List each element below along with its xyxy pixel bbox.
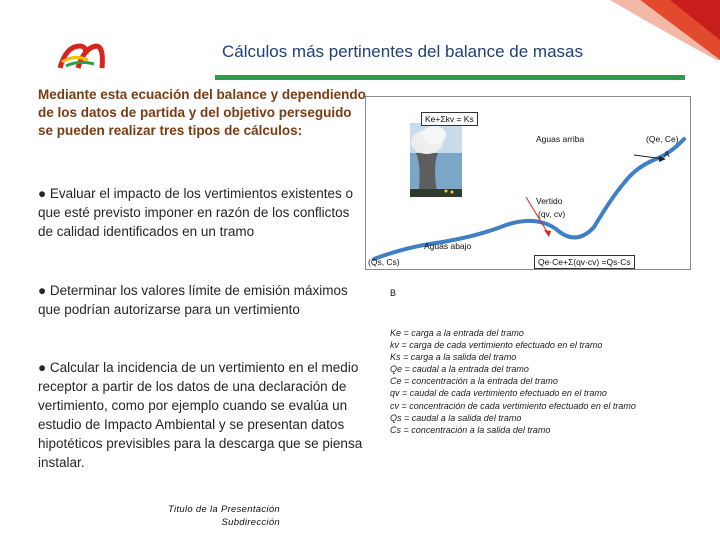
- discharge-label: Vertido: [536, 196, 563, 206]
- mass-balance-figure: [365, 96, 691, 270]
- power-plant-image: [410, 123, 462, 197]
- legend-item: Qe = caudal a la entrada del tramo: [390, 364, 529, 375]
- logo: [58, 40, 108, 70]
- equation-bottom: Qe·Ce+Σ(qv·cv) =Qs·Cs: [534, 255, 635, 269]
- variable-legend: [390, 327, 710, 436]
- downstream-label: Aguas abajo: [424, 241, 472, 251]
- legend-item: cv = concentración de cada vertimiento efectuado en el tramo: [390, 400, 636, 411]
- title-divider: [215, 75, 685, 80]
- legend-item: qv = caudal de cada vertimiento efectuado en el tramo: [390, 388, 607, 399]
- legend-item: Ce = concentración a la entrada del tramo: [390, 376, 558, 387]
- upstream-values: (Qe, Ce): [646, 134, 679, 144]
- discharge-values: (qv, cv): [538, 209, 566, 219]
- corner-decoration: [610, 0, 720, 60]
- legend-item: Ks = carga a la salida del tramo: [390, 352, 517, 363]
- legend-item: Qs = caudal a la salida del tramo: [390, 412, 522, 423]
- upstream-label: Aguas arriba: [536, 134, 585, 144]
- footer: [120, 503, 280, 529]
- legend-item: Cs = concentración a la salida del tramo: [390, 424, 551, 435]
- footer-presentation-title: Titulo de la Presentación: [168, 504, 280, 515]
- equation-top: Ke+Σkv = Ks: [421, 112, 478, 126]
- bullet-calculate-incidence: ● Calcular la incidencia de un vertimiento en el medio receptor a partir de los datos de una declaración de vertimiento, como por ejemplo cuando se evalúa un estudio de Impacto Ambiental y se presentan datos hipotéticos previsibles para la descarga que se piensa instalar.: [38, 360, 363, 470]
- footer-subdirection: Subdirección: [221, 517, 280, 528]
- bullet-evaluate-impact: ● Evaluar el impacto de los vertimientos existentes o que esté previsto imponer en razón de los conflictos de calidad identificados en un tramo: [38, 186, 354, 239]
- page-title: Cálculos más pertinentes del balance de masas: [222, 42, 583, 61]
- point-a-label: A: [664, 149, 670, 159]
- river-diagram: [366, 97, 690, 269]
- legend-item: Ke = carga a la entrada del tramo: [390, 328, 524, 338]
- legend-item: kv = carga de cada vertimiento efectuado en el tramo: [390, 340, 603, 351]
- downstream-values: (Qs, Cs): [368, 257, 400, 267]
- point-b-label: B: [390, 288, 397, 298]
- intro-text: Mediante esta ecuación del balance y dependiendo de los datos de partida y del objetivo perseguido se pueden realizar tres tipos de cálculos:: [38, 87, 366, 138]
- bullet-emission-limits: ● Determinar los valores límite de emisión máximos que podrían autorizarse para un vertimiento: [38, 283, 348, 317]
